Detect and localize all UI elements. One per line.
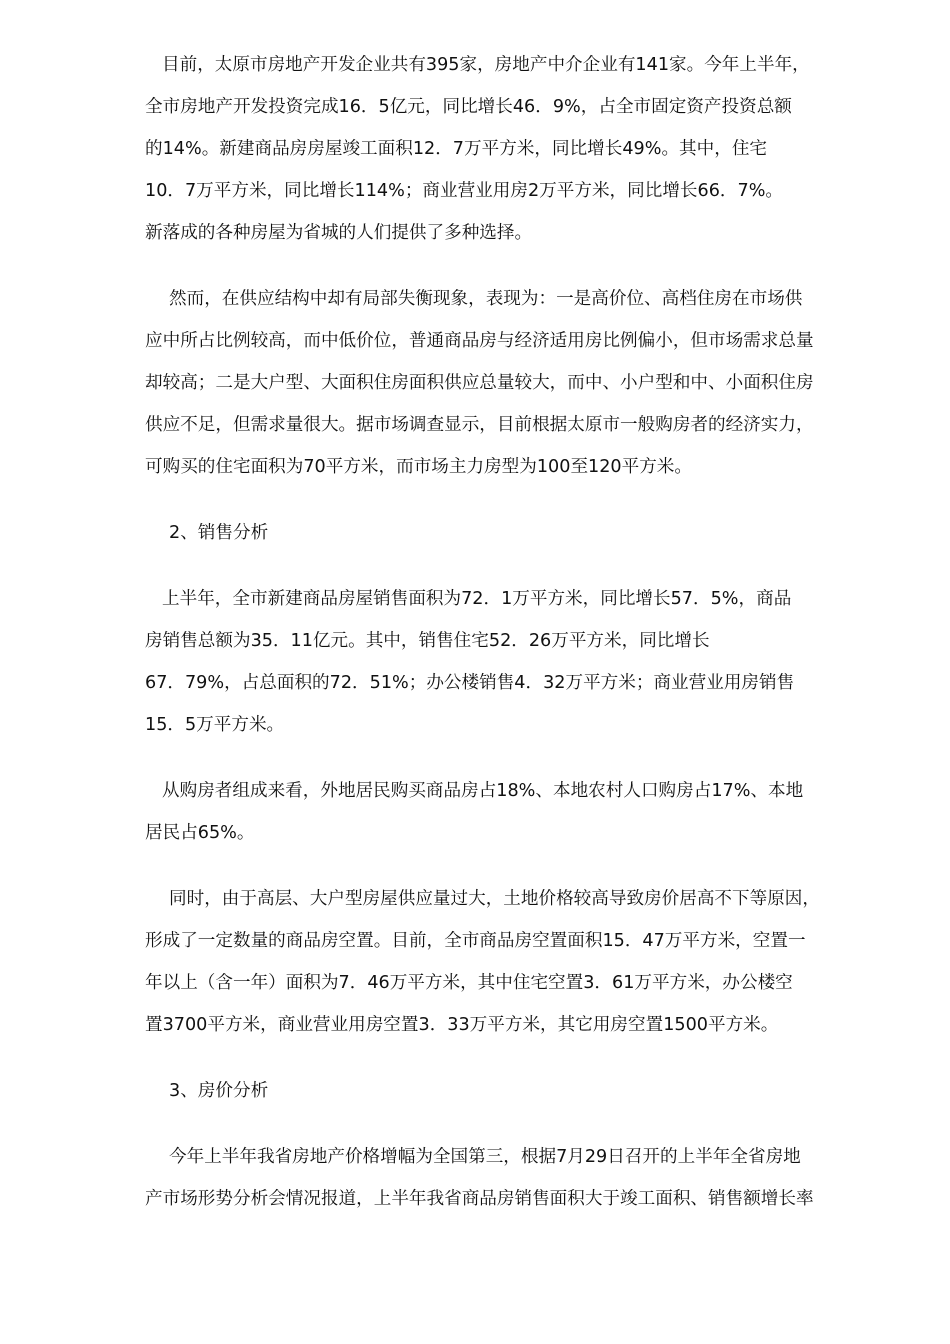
text-line: 10．7万平方米，同比增长114%；商业营业用房2万平方米，同比增长66．7%。 [145,181,783,201]
text-line: 新落成的各种房屋为省城的人们提供了多种选择。 [145,223,533,243]
text-line: 全市房地产开发投资完成16．5亿元，同比增长46．9%，占全市固定资产投资总额 [145,97,792,117]
text-line: 今年上半年我省房地产价格增幅为全国第三，根据7月29日召开的上半年全省房地 [169,1147,801,1167]
text-line: 却较高；二是大户型、大面积住房面积供应总量较大，而中、小户型和中、小面积住房 [145,373,814,393]
section-heading-price [145,1070,880,1112]
text-line: 房销售总额为35．11亿元。其中，销售住宅52．26万平方米，同比增长 [145,631,710,651]
text-line: 上半年，全市新建商品房屋销售面积为72．1万平方米，同比增长57．5%，商品 [162,589,792,609]
paragraph-buyers [145,770,880,854]
paragraph-vacancy [145,878,880,1046]
text-line: 产市场形势分析会情况报道，上半年我省商品房销售面积大于竣工面积、销售额增长率 [145,1189,814,1209]
paragraph-gap [145,854,880,878]
paragraph-gap [145,254,880,278]
text-line: 从购房者组成来看，外地居民购买商品房占18%、本地农村人口购房占17%、本地 [162,781,804,801]
paragraph-gap [145,488,880,512]
text-line: 居民占65%。 [145,823,255,843]
text-line: 置3700平方米，商业营业用房空置3．33万平方米，其它用房空置1500平方米。 [145,1015,779,1035]
text-line: 应中所占比例较高，而中低价位，普通商品房与经济适用房比例偏小，但市场需求总量 [145,331,814,351]
paragraph-gap [145,1112,880,1136]
text-line: 然而，在供应结构中却有局部失衡现象，表现为：一是高价位、高档住房在市场供 [169,289,803,309]
text-line: 目前，太原市房地产开发企业共有395家，房地产中介企业有141家。今年上半年， [162,55,810,75]
paragraph-sales [145,578,880,746]
text-line: 同时，由于高层、大户型房屋供应量过大，土地价格较高导致房价居高不下等原因， [169,889,820,909]
paragraph-developers [145,44,880,254]
text-line: 形成了一定数量的商品房空置。目前，全市商品房空置面积15．47万平方米，空置一 [145,931,806,951]
text-line: 年以上（含一年）面积为7．46万平方米，其中住宅空置3．61万平方米，办公楼空 [145,973,793,993]
paragraph-gap [145,746,880,770]
text-line: 可购买的住宅面积为70平方米，而市场主力房型为100至120平方米。 [145,457,692,477]
paragraph-price [145,1136,880,1220]
text-line: 供应不足，但需求量很大。据市场调查显示，目前根据太原市一般购房者的经济实力， [145,415,814,435]
document-page [145,44,880,1220]
paragraph-gap [145,554,880,578]
text-line: 的14%。新建商品房房屋竣工面积12．7万平方米，同比增长49%。其中，住宅 [145,139,768,159]
section-heading: 3、房价分析 [169,1081,269,1101]
text-line: 15．5万平方米。 [145,715,285,735]
text-line: 67．79%，占总面积的72．51%；办公楼销售4．32万平方米；商业营业用房销售 [145,673,795,693]
section-heading-sales [145,512,880,554]
paragraph-supply-imbalance [145,278,880,488]
section-heading: 2、销售分析 [169,523,269,543]
paragraph-gap [145,1046,880,1070]
